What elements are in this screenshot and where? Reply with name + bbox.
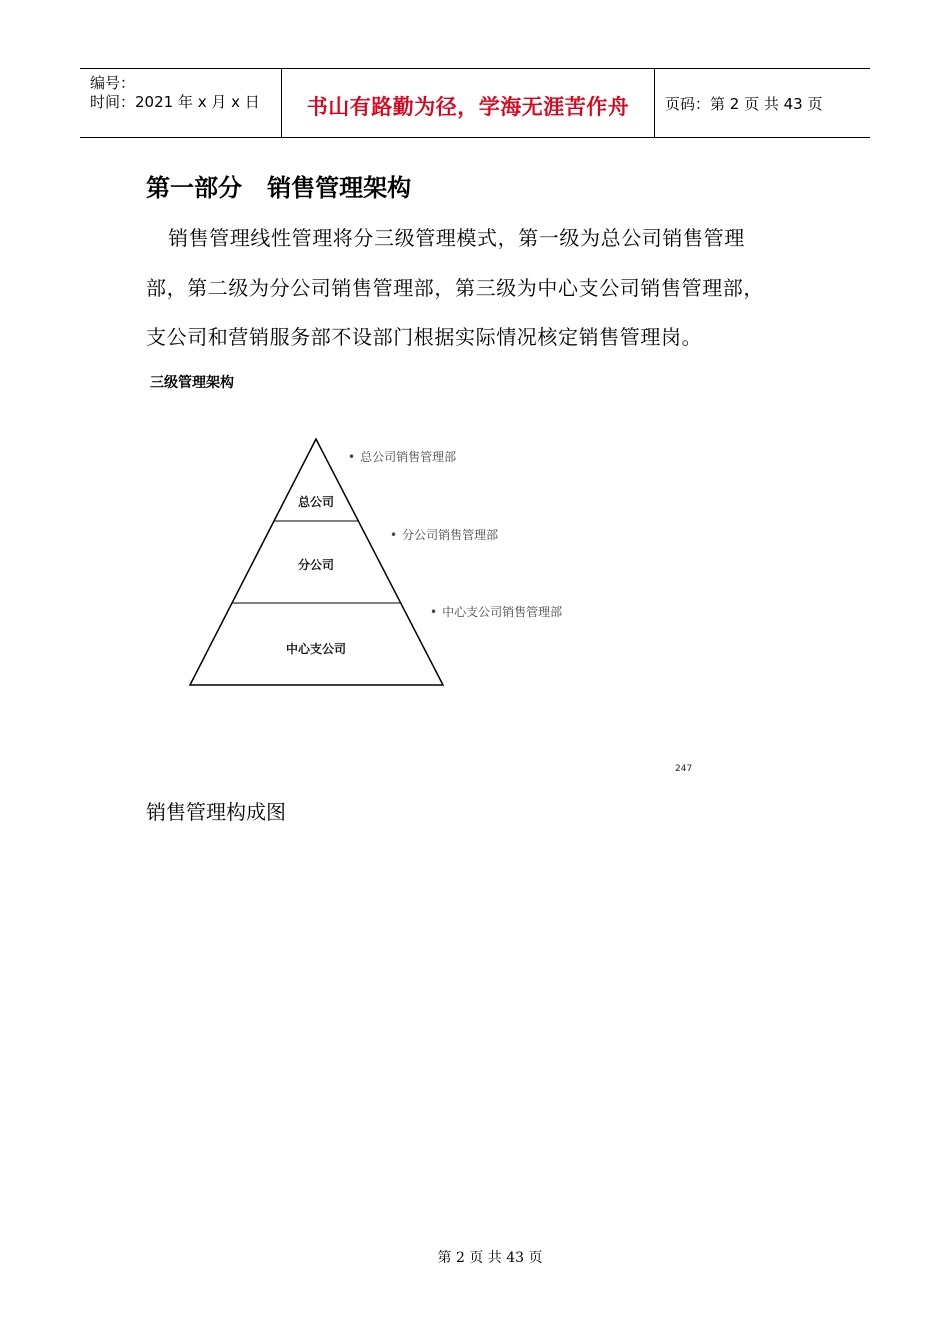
bullet-icon: • bbox=[390, 528, 398, 542]
section-title: 第一部分 销售管理架构 bbox=[146, 173, 412, 202]
bullet-icon: • bbox=[348, 450, 356, 464]
bullet-item-branch-dept bbox=[390, 526, 498, 543]
bullet-text: 总公司销售管理部 bbox=[360, 450, 457, 464]
paragraph-line-3: 支公司和营销服务部不设部门根据实际情况核定销售管理岗。 bbox=[146, 325, 703, 349]
figure-title: 三级管理架构 bbox=[150, 375, 234, 391]
tier-label-head-office: 总公司 bbox=[297, 495, 335, 509]
tier-label-branch: 分公司 bbox=[297, 558, 335, 572]
bullet-item-central-sub-branch-dept bbox=[430, 603, 562, 620]
bullet-text: 中心支公司销售管理部 bbox=[442, 605, 563, 619]
header-motto: 书山有路勤为径，学海无涯苦作舟 bbox=[306, 95, 630, 119]
figure-caption: 销售管理构成图 bbox=[146, 800, 286, 824]
tier-label-central-sub-branch: 中心支公司 bbox=[285, 642, 347, 656]
bullet-icon: • bbox=[430, 605, 438, 619]
document-date-label: 时间：2021 年 x 月 x 日 bbox=[90, 93, 260, 111]
paragraph-line-1: 销售管理线性管理将分三级管理模式，第一级为总公司销售管理 bbox=[168, 226, 745, 250]
bullet-item-head-office-dept bbox=[348, 448, 456, 465]
page-footer: 第 2 页 共 43 页 bbox=[437, 1250, 543, 1266]
header-page-code: 页码：第 2 页 共 43 页 bbox=[665, 95, 823, 113]
paragraph-line-2: 部，第二级为分公司销售管理部，第三级为中心支公司销售管理部， bbox=[146, 276, 764, 300]
figure-page-mark: 247 bbox=[675, 764, 693, 774]
document-number-label: 编号： bbox=[90, 74, 136, 92]
bullet-text: 分公司销售管理部 bbox=[402, 528, 499, 542]
